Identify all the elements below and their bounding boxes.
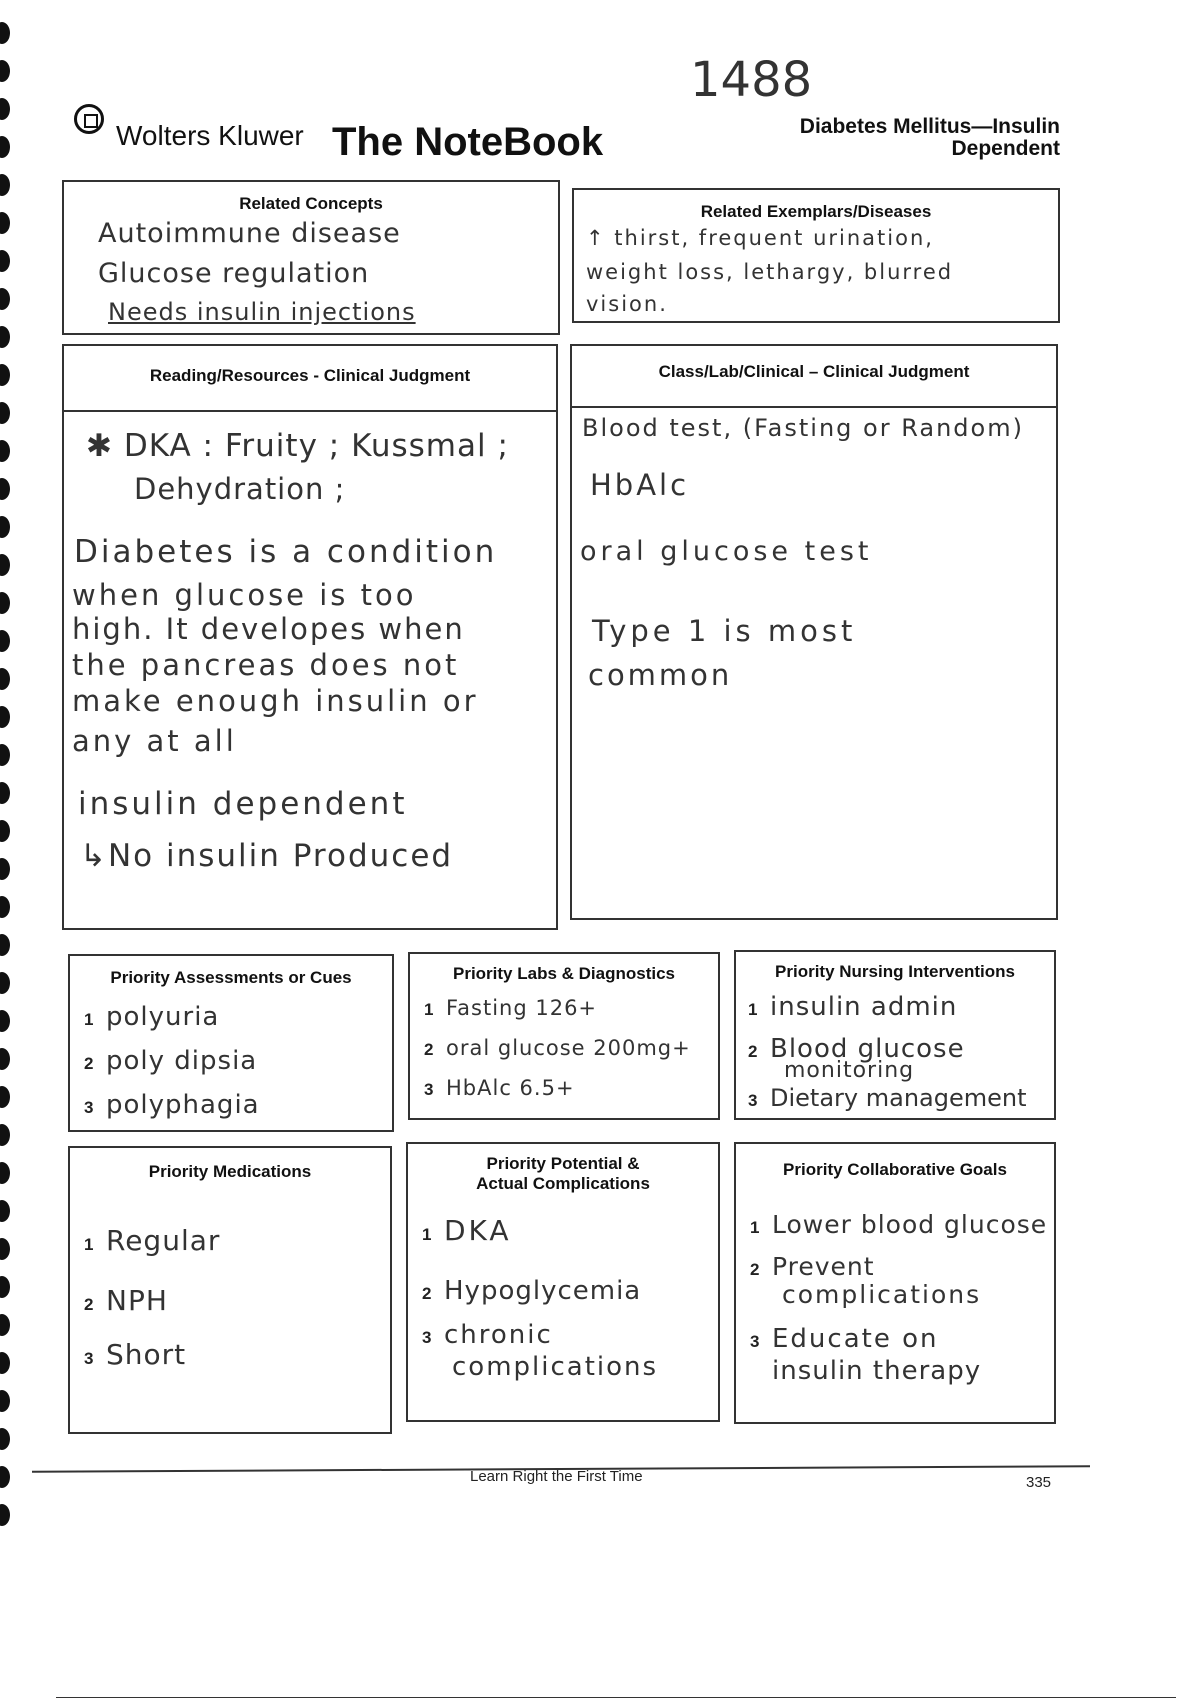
related-exemplars-title: Related Exemplars/Diseases (700, 202, 932, 221)
priority-interventions-title: Priority Nursing Interventions (775, 962, 1015, 981)
goal-item: complications (782, 1280, 982, 1309)
priority-assessments-box (68, 954, 394, 1132)
reading-resources-box (62, 344, 558, 930)
priority-complications-title: Priority Potential & Actual Complications (476, 1154, 650, 1193)
related-exemplars-line: vision. (586, 292, 668, 316)
reading-note-line: Diabetes is a condition (74, 534, 498, 570)
footer-tagline: Learn Right the First Time (470, 1468, 643, 1485)
medication-item: 1 Regular (84, 1224, 221, 1257)
bottom-rule (56, 1697, 1176, 1698)
priority-goals-box (734, 1142, 1056, 1424)
related-concepts-line: Needs insulin injections (108, 298, 416, 326)
complication-item: 2 Hypoglycemia (422, 1276, 642, 1306)
clinical-note-line: Type 1 is most (592, 614, 857, 648)
goal-item: 2 Prevent (750, 1252, 875, 1281)
topic-title: Diabetes Mellitus—Insulin Dependent (799, 115, 1060, 160)
reading-note-line: the pancreas does not (72, 648, 460, 682)
clinical-note-line: common (588, 658, 733, 692)
reading-note-line: Dehydration ; (134, 472, 346, 506)
priority-labs-box (408, 952, 720, 1120)
related-exemplars-line: ↑ thirst, frequent urination, (586, 226, 934, 250)
reading-note-line: insulin dependent (78, 786, 408, 822)
product-title: The NoteBook (332, 120, 604, 164)
reading-note-line: any at all (72, 724, 237, 758)
priority-complications-box (406, 1142, 720, 1422)
reading-note-line: make enough insulin or (72, 684, 479, 718)
reading-note-line: when glucose is too (72, 578, 417, 612)
brand-name: Wolters Kluwer (116, 120, 304, 151)
assessment-item: 1 polyuria (84, 1002, 220, 1032)
reading-note-line: high. It developes when (72, 612, 465, 646)
related-exemplars-box (572, 188, 1060, 323)
priority-medications-title: Priority Medications (148, 1162, 312, 1181)
priority-labs-title: Priority Labs & Diagnostics (453, 964, 675, 983)
goal-item: 1 Lower blood glucose (750, 1210, 1048, 1239)
intervention-item: 1 insulin admin (748, 992, 958, 1022)
lab-item: 3 HbAlc 6.5+ (424, 1076, 575, 1100)
related-concepts-box (62, 180, 560, 335)
priority-goals-title: Priority Collaborative Goals (783, 1160, 1007, 1179)
complication-item: 1 DKA (422, 1214, 512, 1247)
assessment-item: 3 polyphagia (84, 1090, 260, 1120)
footer-page-number: 335 (1026, 1474, 1052, 1491)
handwritten-page-number: 1488 (690, 52, 813, 108)
spiral-binding (0, 0, 14, 1560)
related-concepts-title: Related Concepts (239, 194, 383, 213)
medication-item: 3 Short (84, 1338, 187, 1371)
clinical-note-line: Blood test, (Fasting or Random) (582, 414, 1024, 442)
class-lab-clinical-title: Class/Lab/Clinical – Clinical Judgment (572, 346, 1056, 408)
priority-interventions-box (734, 950, 1056, 1120)
intervention-item: 2 Blood glucose (748, 1034, 965, 1064)
intervention-item: monitoring (784, 1058, 915, 1083)
reading-note-line: ✱ DKA : Fruity ; Kussmal ; (86, 428, 509, 464)
clinical-note-line: oral glucose test (580, 536, 873, 567)
goal-item: 3 Educate on (750, 1324, 939, 1354)
reading-note-line: ↳No insulin Produced (80, 838, 454, 874)
related-exemplars-line: weight loss, lethargy, blurred (586, 260, 954, 284)
priority-medications-box (68, 1146, 392, 1434)
priority-assessments-title: Priority Assessments or Cues (110, 968, 352, 987)
class-lab-clinical-box (570, 344, 1058, 920)
complication-item: 3 chronic (422, 1320, 553, 1350)
lab-item: 1 Fasting 126+ (424, 996, 598, 1020)
lab-item: 2 oral glucose 200mg+ (424, 1036, 691, 1060)
assessment-item: 2 poly dipsia (84, 1046, 258, 1076)
brand-logo-icon (74, 104, 104, 134)
intervention-item: 3 Dietary management (748, 1084, 1027, 1112)
related-concepts-line: Glucose regulation (98, 258, 370, 289)
related-concepts-line: Autoimmune disease (98, 218, 401, 249)
medication-item: 2 NPH (84, 1284, 168, 1317)
clinical-note-line: HbAlc (590, 468, 690, 502)
goal-item: insulin therapy (772, 1356, 982, 1386)
complication-item: complications (452, 1352, 659, 1382)
reading-resources-title: Reading/Resources - Clinical Judgment (64, 346, 556, 412)
